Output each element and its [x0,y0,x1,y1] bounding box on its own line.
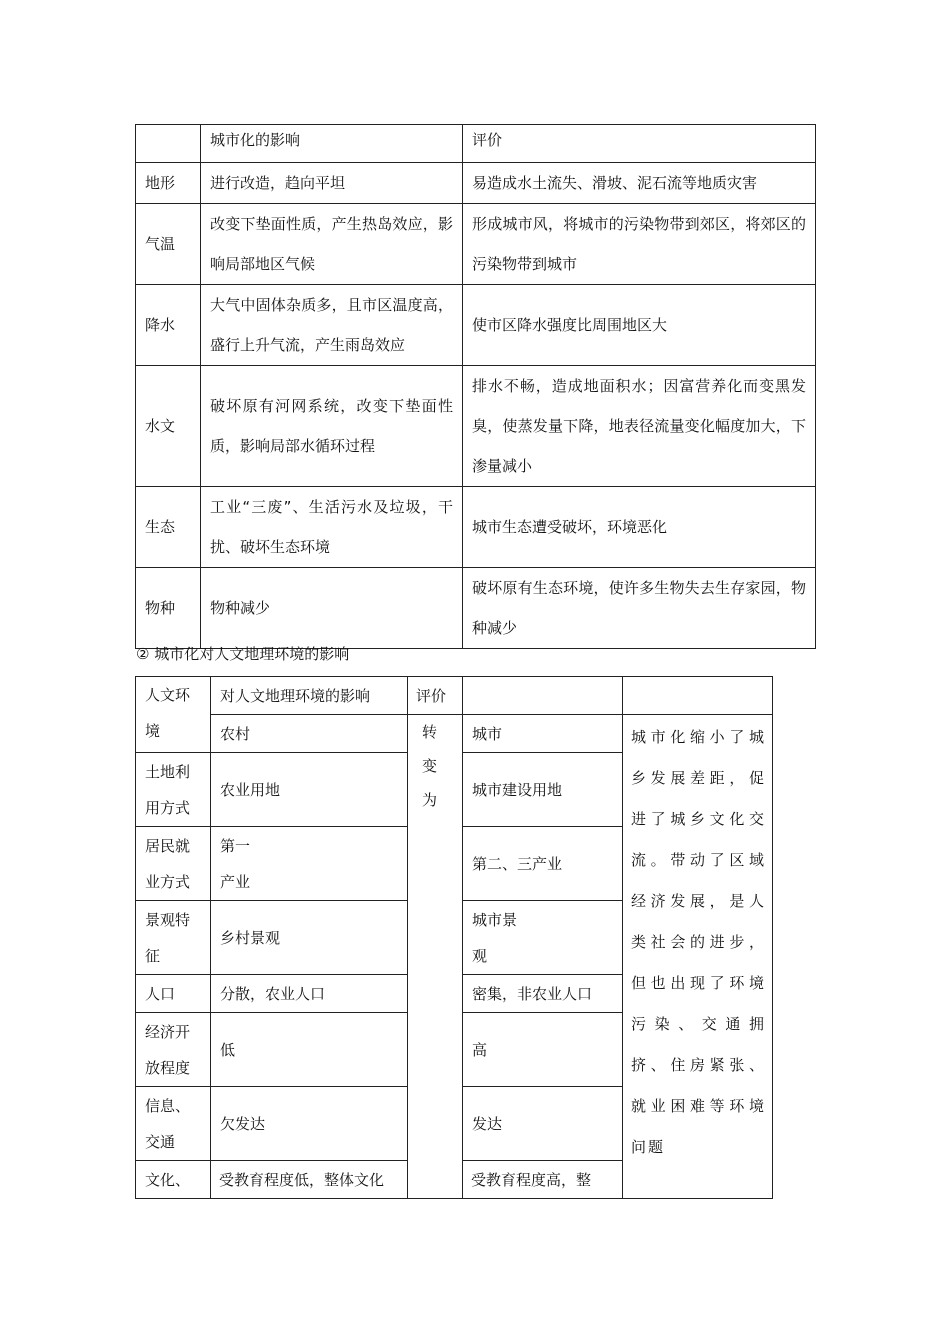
urban-cell: 发达 [463,1087,623,1161]
urban-cell: 城市建设用地 [463,753,623,827]
rural-cell: 欠发达 [211,1087,408,1161]
rural-header-cell: 农村 [211,715,408,753]
rural-cell: 农业用地 [211,753,408,827]
aspect-cell: 经济开放程度 [136,1013,211,1087]
impact-header-cell: 对人文地理环境的影响 [211,677,408,715]
table-header-row [136,677,773,715]
aspect-cell: 土地利用方式 [136,753,211,827]
urban-header-cell: 城市 [463,715,623,753]
urban-cell: 城市景观 [463,901,623,975]
urbanization-natural-impact-table [135,124,816,649]
table-row [136,163,816,204]
aspect-cell: 文化、 [136,1161,211,1199]
impact-cell: 物种减少 [201,568,463,649]
factor-cell: 降水 [136,285,201,366]
aspect-cell: 景观特征 [136,901,211,975]
header-cell-evaluation: 评价 [463,125,816,163]
impact-cell: 工业“三废”、生活污水及垃圾，干扰、破坏生态环境 [201,487,463,568]
impact-cell: 大气中固体杂质多，且市区温度高，盛行上升气流，产生雨岛效应 [201,285,463,366]
table-subheader-row [136,715,773,753]
evaluation-header-label: 评价 [408,677,463,715]
transform-label: 转变为 [422,723,438,809]
table-row [136,204,816,285]
table-header-row [136,125,816,163]
factor-cell: 水文 [136,366,201,487]
table-row [136,285,816,366]
corner-header-cell: 人文环境 [136,677,211,753]
rural-cell: 第一产业 [211,827,408,901]
header-blank-cell [623,677,773,715]
rural-cell: 低 [211,1013,408,1087]
table-row [136,366,816,487]
header-cell-empty [136,125,201,163]
aspect-cell: 信息、交通 [136,1087,211,1161]
urban-cell: 密集，非农业人口 [463,975,623,1013]
aspect-cell: 人口 [136,975,211,1013]
evaluation-cell: 使市区降水强度比周围地区大 [463,285,816,366]
rural-cell: 分散，农业人口 [211,975,408,1013]
factor-cell: 物种 [136,568,201,649]
factor-cell: 地形 [136,163,201,204]
rural-cell: 受教育程度低，整体文化 [211,1161,408,1199]
factor-cell: 气温 [136,204,201,285]
header-cell-impact: 城市化的影响 [201,125,463,163]
evaluation-cell: 城市生态遭受破坏，环境恶化 [463,487,816,568]
urban-cell: 受教育程度高，整 [463,1161,623,1199]
evaluation-cell: 形成城市风，将城市的污染物带到郊区，将郊区的污染物带到城市 [463,204,816,285]
table-row [136,487,816,568]
header-blank-cell [463,677,623,715]
aspect-cell: 居民就业方式 [136,827,211,901]
evaluation-cell: 破坏原有生态环境，使许多生物失去生存家园，物种减少 [463,568,816,649]
factor-cell: 生态 [136,487,201,568]
urbanization-human-impact-table [135,676,773,1199]
evaluation-text-cell: 城市化缩小了城乡发展差距，促进了城乡文化交流。带动了区域经济发展，是人类社会的进步，但也出现了环境污染、交通拥挤、住房紧张、就业困难等环境问题 [623,715,773,1199]
urban-cell: 第二、三产业 [463,827,623,901]
transform-cell [408,715,463,1199]
evaluation-cell: 易造成水土流失、滑坡、泥石流等地质灾害 [463,163,816,204]
rural-cell: 乡村景观 [211,901,408,975]
urban-cell: 高 [463,1013,623,1087]
impact-cell: 进行改造，趋向平坦 [201,163,463,204]
impact-cell: 改变下垫面性质，产生热岛效应，影响局部地区气候 [201,204,463,285]
evaluation-cell: 排水不畅，造成地面积水；因富营养化而变黑发臭，使蒸发量下降，地表径流量变化幅度加大，下渗量减小 [463,366,816,487]
section-caption: ② 城市化对人文地理环境的影响 [136,645,350,663]
impact-cell: 破坏原有河网系统，改变下垫面性质，影响局部水循环过程 [201,366,463,487]
table-row [136,568,816,649]
